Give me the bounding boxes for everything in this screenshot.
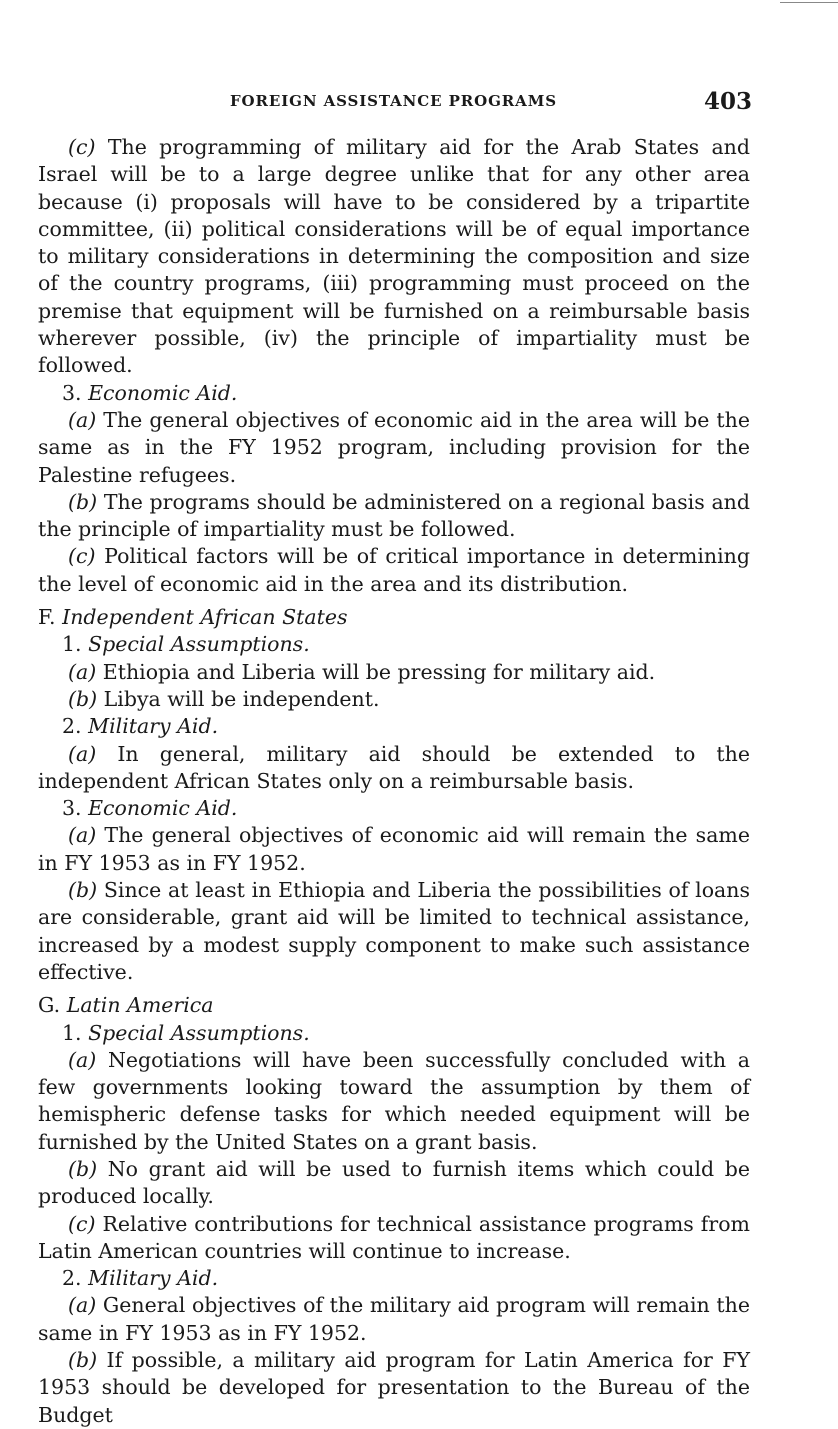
item-label: (a) bbox=[68, 823, 97, 848]
paragraph-g2-a bbox=[38, 1292, 750, 1347]
heading-title: Special Assumptions. bbox=[88, 632, 310, 657]
paragraph-text: Libya will be independent. bbox=[103, 686, 380, 711]
section-title: Latin America bbox=[66, 993, 214, 1018]
paragraph-economic-b bbox=[38, 489, 750, 544]
item-label: (a) bbox=[68, 659, 97, 684]
heading-number: 2. bbox=[62, 714, 82, 739]
page-header bbox=[44, 88, 752, 122]
paragraph-text: In general, military aid should be extended to the independent African States only on a reimbursable basis. bbox=[38, 741, 750, 793]
heading-title: Special Assumptions. bbox=[88, 1020, 310, 1045]
heading-economic-aid bbox=[38, 380, 750, 407]
item-label: (a) bbox=[68, 1293, 97, 1318]
heading-number: 1. bbox=[62, 1020, 82, 1045]
heading-title: Military Aid. bbox=[88, 1266, 219, 1291]
paragraph-economic-c bbox=[38, 543, 750, 598]
paragraph-g2-b bbox=[38, 1347, 750, 1429]
paragraph-f3-a bbox=[38, 822, 750, 877]
heading-number: 1. bbox=[62, 632, 82, 657]
heading-number: 3. bbox=[62, 380, 82, 405]
item-label: (a) bbox=[68, 1047, 97, 1072]
heading-number: 3. bbox=[62, 796, 82, 821]
section-title: Independent African States bbox=[62, 605, 348, 630]
heading-special-assumptions bbox=[38, 1020, 750, 1047]
paragraph-economic-a bbox=[38, 407, 750, 489]
paragraph-g1-c bbox=[38, 1211, 750, 1266]
paragraph-text: The programming of military aid for the Arab States and Israel will be to a large degree unlike that for any other area because (i) proposals will have to be considered by a tripartite committee, (ii) political considerations will be of equal importance to military considerations in determining the composition and size of the country programs, (iii) programming must proceed on the premise that equipment will be furnished on a reimbursable basis wherever possible, (iv) the principle of impartiality must be followed. bbox=[38, 135, 750, 378]
paragraph-text: Relative contributions for technical assistance programs from Latin American countries will continue to increase. bbox=[38, 1211, 750, 1263]
item-label: (c) bbox=[68, 544, 96, 569]
paragraph-c-arab-israel bbox=[38, 134, 750, 380]
section-heading-f bbox=[38, 604, 750, 631]
paragraph-text: General objectives of the military aid program will remain the same in FY 1953 as in FY 1952. bbox=[38, 1293, 750, 1345]
paragraph-text: No grant aid will be used to furnish items which could be produced locally. bbox=[38, 1156, 750, 1209]
item-label: (b) bbox=[68, 1156, 98, 1181]
section-letter: G. bbox=[38, 993, 61, 1018]
item-label: (b) bbox=[68, 1348, 98, 1373]
paragraph-text: Since at least in Ethiopia and Liberia the possibilities of loans are considerable, grant aid will be limited to technical assistance, increased by a modest supply component to make such assistance effective. bbox=[38, 878, 750, 984]
item-label: (b) bbox=[68, 686, 98, 711]
section-letter: F. bbox=[38, 605, 56, 630]
heading-economic-aid bbox=[38, 795, 750, 822]
heading-title: Economic Aid. bbox=[88, 380, 238, 405]
paragraph-text: The general objectives of economic aid will remain the same in FY 1953 as in FY 1952. bbox=[38, 823, 750, 875]
paragraph-text: Negotiations will have been successfully concluded with a few governments looking toward the assumption by them of hemispheric defense tasks for which needed equipment will be furnished by the United States on a grant basis. bbox=[38, 1047, 750, 1154]
item-label: (a) bbox=[68, 407, 97, 432]
heading-special-assumptions bbox=[38, 631, 750, 658]
item-label: (b) bbox=[68, 489, 98, 514]
item-label: (a) bbox=[68, 741, 97, 766]
paragraph-g1-b bbox=[38, 1156, 750, 1211]
paragraph-f1-b bbox=[38, 686, 750, 713]
heading-military-aid bbox=[38, 1265, 750, 1292]
heading-military-aid bbox=[38, 713, 750, 740]
paragraph-f3-b bbox=[38, 877, 750, 986]
paragraph-text: Political factors will be of critical importance in determining the level of economic aid in the area and its distribution. bbox=[38, 544, 750, 596]
page-body bbox=[38, 134, 750, 1429]
paragraph-g1-a bbox=[38, 1047, 750, 1156]
heading-title: Economic Aid. bbox=[88, 796, 238, 821]
page-number: 403 bbox=[703, 88, 752, 115]
paragraph-text: The programs should be administered on a regional basis and the principle of impartiality must be followed. bbox=[38, 489, 750, 542]
paragraph-text: The general objectives of economic aid in the area will be the same as in the FY 1952 program, including provision for the Palestine refugees. bbox=[38, 407, 750, 487]
paragraph-f1-a bbox=[38, 659, 750, 686]
heading-title: Military Aid. bbox=[88, 714, 219, 739]
section-heading-g bbox=[38, 992, 750, 1019]
paragraph-f2-a bbox=[38, 741, 750, 796]
item-label: (c) bbox=[68, 135, 96, 159]
heading-number: 2. bbox=[62, 1266, 82, 1291]
paragraph-text: Ethiopia and Liberia will be pressing for military aid. bbox=[102, 659, 656, 684]
running-title: FOREIGN ASSISTANCE PROGRAMS bbox=[230, 92, 557, 110]
item-label: (c) bbox=[68, 1211, 96, 1236]
paragraph-text: If possible, a military aid program for Latin America for FY 1953 should be developed for presentation to the Bureau of the Budget bbox=[38, 1348, 750, 1427]
item-label: (b) bbox=[68, 878, 98, 903]
